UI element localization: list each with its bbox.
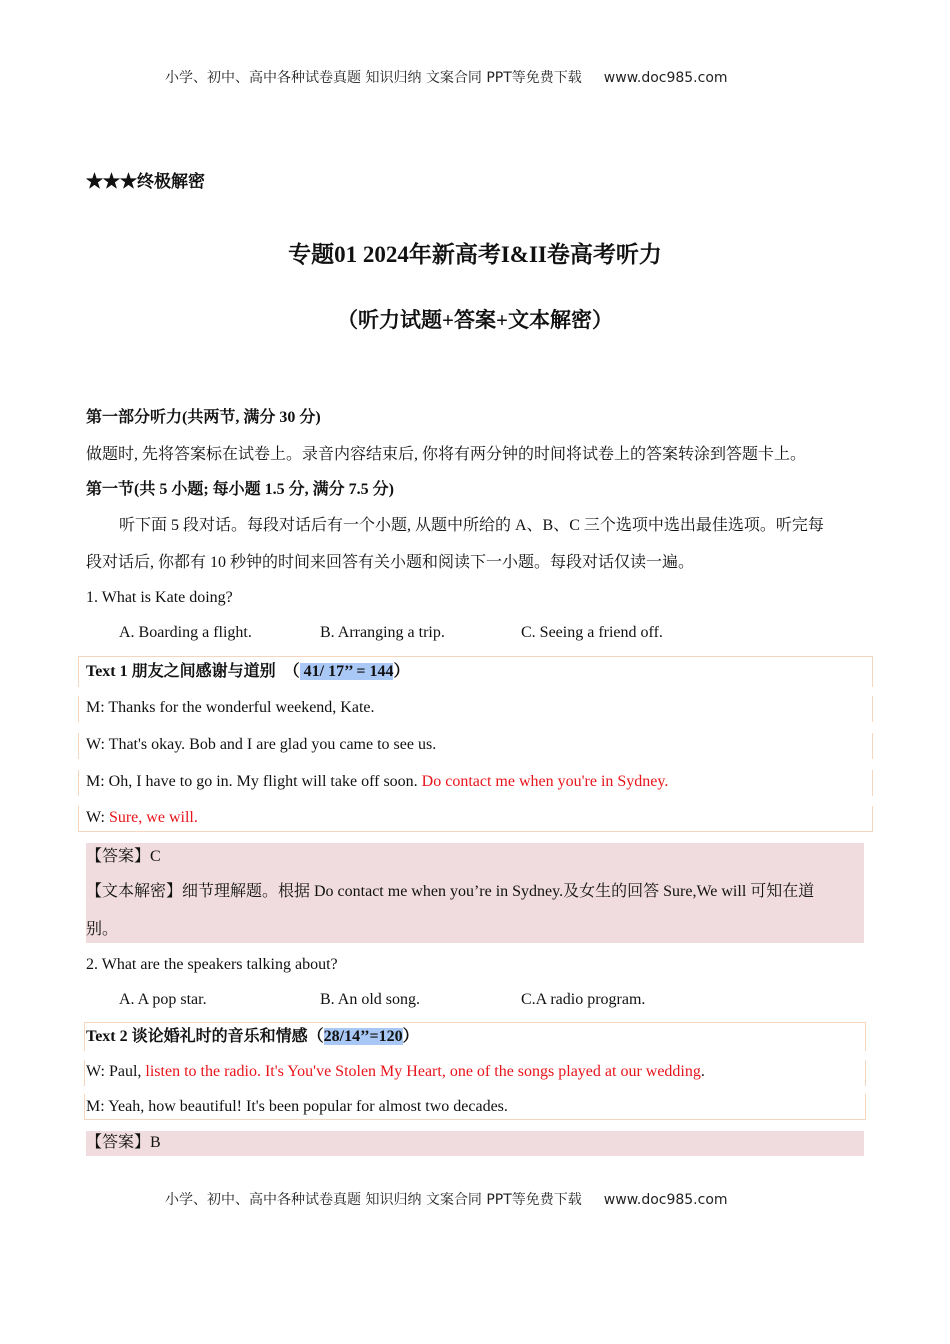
q1-option-c: C. Seeing a friend off. [521,624,663,641]
page-title: 专题01 2024年新高考I&II卷高考听力 [288,242,662,267]
part-heading: 第一部分听力(共两节, 满分 30 分) [86,409,321,426]
text2-line-1: W: Paul, listen to the radio. It's You've Stolen My Heart, one of the songs played at our wedding. [86,1063,705,1080]
text2-title: Text 2 谈论婚礼时的音乐和情感（28/14’’=120） [86,1028,419,1045]
header-url[interactable]: www.doc985.com [603,70,728,86]
text1-line-2: W: That's okay. Bob and I are glad you came to see us. [86,736,437,753]
instruction: 做题时, 先将答案标在试卷上。录音内容结束后, 你将有两分钟的时间将试卷上的答案转涂到答题卡上。 [86,446,807,463]
page-header [165,68,728,88]
page-footer [165,1190,728,1210]
footer-url[interactable]: www.doc985.com [603,1192,728,1208]
q2-option-b: B. An old song. [320,991,421,1008]
stars-heading: ★★★终极解密 [86,172,205,191]
page-subtitle: （听力试题+答案+文本解密） [337,308,613,332]
q1-explanation-1: 【文本解密】细节理解题。根据 Do contact me when you’re in Sydney.及女生的回答 Sure,We will 可知在道 [86,883,815,900]
q1-answer: 【答案】C [86,848,161,865]
text2-stat: 28/14’’=120 [323,1028,403,1045]
section-heading: 第一节(共 5 小题; 每小题 1.5 分, 满分 7.5 分) [86,481,394,498]
text1-line-3: M: Oh, I have to go in. My flight will take off soon. Do contact me when you're in Sydney. [86,773,669,790]
q2-option-c: C.A radio program. [521,991,646,1008]
text1-stat: 41/ 17’’ = 144 [299,663,394,680]
q1-option-b: B. Arranging a trip. [320,624,445,641]
q2-option-a: A. A pop star. [119,991,207,1008]
header-text: 小学、初中、高中各种试卷真题 知识归纳 文案合同 PPT等免费下载 [165,70,582,86]
text2-line-2: M: Yeah, how beautiful! It's been popular for almost two decades. [86,1098,508,1115]
text1-line-1: M: Thanks for the wonderful weekend, Kate. [86,699,375,716]
section-directions-2: 段对话后, 你都有 10 秒钟的时间来回答有关小题和阅读下一小题。每段对话仅读一遍。 [86,554,695,571]
text1-line-4: W: Sure, we will. [86,809,198,826]
footer-text: 小学、初中、高中各种试卷真题 知识归纳 文案合同 PPT等免费下载 [165,1192,582,1208]
section-directions-1: 听下面 5 段对话。每段对话后有一个小题, 从题中所给的 A、B、C 三个选项中选出最佳选项。听完每 [119,517,824,534]
q2-answer: 【答案】B [86,1134,161,1151]
question-1: 1. What is Kate doing? [86,589,233,606]
text1-title: Text 1 朋友之间感谢与道别 （ 41/ 17’’ = 144） [86,663,410,680]
q1-explanation-2: 别。 [86,921,119,938]
q1-option-a: A. Boarding a flight. [119,624,252,641]
q2-answer-box [86,1131,864,1156]
question-2: 2. What are the speakers talking about? [86,956,338,973]
